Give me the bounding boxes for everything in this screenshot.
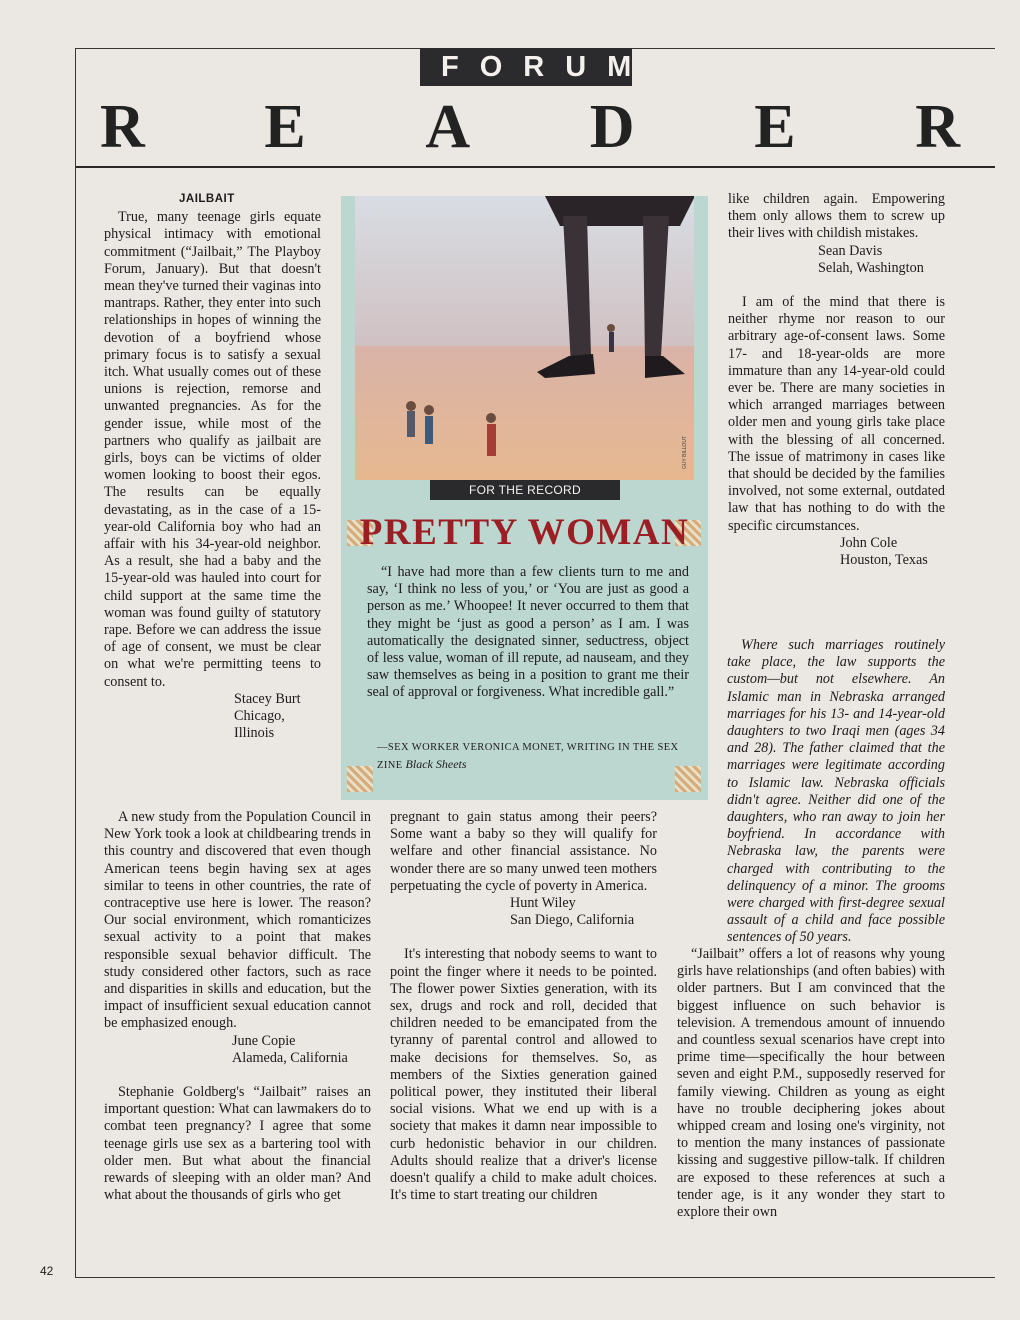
masthead-letter: R (915, 93, 960, 161)
spacer (728, 277, 945, 294)
letter-body: I am of the mind that there is neither rhyme nor reason to our arbitrary age-of-consent laws. Some 17- and 18-year-olds are more immature than any 14-year-old could ever be. There are many societies in which arranged marriages between older men and young girls take place with the blessing of all concerned. The issue of matrimony in cases like that should be decided by the families involved, not some external, outdated law that has nothing to do with the specific circumstances. (728, 294, 945, 534)
masthead-letter: A (425, 93, 471, 161)
sidebar-label-bar: FOR THE RECORD (430, 480, 620, 500)
ornament-icon (675, 766, 701, 792)
letter-body: “Jailbait” offers a lot of reasons why young girls have relationships (and often babies) with older partners. But I am convinced that the biggest influence on such behavior is television. A tremendous amount of innuendo and countless sexual scenarios have crept into prime time—specifically the hour between seven and eight P.M., supposedly reserved for family viewing. Children as young as eight have no trouble deciphering jokes about whipped cream and losing one's virginity, not to mention the many instances of passionate kissing and suggestive pillow-talk. If children are exposed to these references at such a tender age, is it any wonder they start to explore their own (677, 946, 945, 1221)
signature-name: Stacey Burt (234, 690, 301, 707)
sidebar-attribution (377, 739, 689, 774)
masthead-letter: D (589, 93, 635, 161)
masthead-letter: R (100, 93, 145, 161)
section-label-forum: FORUM (420, 48, 632, 86)
sidebar-title: PRETTY WOMAN (359, 512, 690, 553)
frame-bottom-rule (75, 1277, 995, 1278)
letter-column-3-end (677, 946, 945, 1221)
signature-place: Chicago, Illinois (234, 708, 285, 742)
letter-body: It's interesting that nobody seems to want to point the finger where it needs to be pointed. The flower power Sixties generation, with its sex, drugs and rock and roll, decided that children needed to be emancipated from the tyranny of parental control and allowed to make decisions for themselves. So, as members of the Sixties generation gained political power, they instituted their liberal social visions. What we end up with is a society that makes it damn near impossible to curb hedonistic behavior in our children. Adults should realize that a driver's license doesn't qualify a child to make adult choices. It's time to start treating our children (390, 946, 657, 1204)
letter-body: Stephanie Goldberg's “Jailbait” raises an important question: What can lawmakers do to combat teen pregnancy? I agree that some teenage girls use sex as a bartering tool with older men. But what about the financial rewards of sleeping with an older man? And what about the thousands of girls who get (104, 1084, 371, 1204)
publication-name: Black Sheets (405, 757, 467, 771)
letter-column-1-bottom (104, 809, 371, 1204)
letter-column-1-top (104, 191, 321, 743)
frame-left-rule (75, 48, 76, 1278)
signature-place: San Diego, California (510, 912, 635, 929)
editor-response: Where such marriages routinely take place, the law supports the custom—but not elsewhere. An Islamic man in Nebraska arranged marriages for his 13- and 14-year-old daughters to two Iraqi men (ages 34 and 28). The father claimed that the marriages were legitimate according to Islamic law. Nebraska officials didn't agree. Neither did one of the daughters, who ran away to join her boyfriend. In accordance with Nebraska law, the parents were charged with contributing to the delinquency of a minor. The grooms were charged with first-degree sexual assault of a child and face possible sentences of 50 years. (727, 637, 945, 946)
illustration-credit: GUY BILLOUT (682, 436, 688, 469)
letter-body: True, many teenage girls equate physical intimacy with emotional commitment (“Jailbait,” The Playboy Forum, January). But that doesn't mean they've turned their vaginas into mantraps. Rather, they enter into such relationships in hopes of winning the devotion of a boyfriend whose primary focus is to satisfy a sexual itch. What usually comes out of these unions is rejection, remorse and unwanted pregnancies. As for the gender issue, while most of the partners who qualify as jailbait are girls, boys can be victims of older women looking to boost their egos. The results can be equally devastating, as in the case of a 15-year-old California boy who had an affair with his 34-year-old neighbor. As a result, she had a baby and the 15-year-old was hauled into court for child support at the same time the woman was found guilty of statutory rape. Before we can address the issue of age of consent, we must be clear on what we're permitting teens to consent to. (104, 209, 321, 690)
signature-place: Houston, Texas (840, 552, 928, 569)
ornament-icon (347, 766, 373, 792)
masthead-title (100, 92, 960, 162)
section-heading: JAILBAIT (179, 193, 235, 205)
masthead-letter: E (754, 93, 796, 161)
sidebar-quote: “I have had more than a few clients turn to me and say, ‘I think no less of you,’ or ‘You are just as good a person as me.’ Whoopee! It never occurred to them that they might be ‘just as good a person’ as I am. I was automatically the designated sinner, seductress, object of less value, woman of ill repute, ad nauseam, and they saw themselves as being in a position to grant me their seal of approval or forgiveness. What incredible gall.” (367, 564, 689, 701)
letter-column-3-bottom (677, 637, 945, 947)
attribution-text: —SEX WORKER VERONICA MONET, WRITING IN THE SEX ZINE (377, 742, 679, 771)
signature-name: June Copie (232, 1032, 296, 1049)
illustration-giant-schoolgirl (355, 196, 694, 480)
letter-body-continued: like children again. Empowering them only allows them to screw up their lives with childish mistakes. (728, 191, 945, 242)
masthead-rule (76, 166, 995, 168)
signature-name: John Cole (840, 534, 898, 551)
signature-name: Sean Davis (818, 242, 883, 259)
signature-name: Hunt Wiley (510, 895, 576, 912)
spacer (390, 929, 657, 946)
page-number: 42 (40, 1264, 54, 1278)
letter-column-2 (390, 809, 657, 1204)
signature-place: Alameda, California (232, 1049, 348, 1066)
letter-body: A new study from the Population Council in New York took a look at childbearing trends in this country and discovered that even though American teens begin having sex at ages similar to teens in other countries, the rate of contraceptive use here is lower. The reason? Our social environment, which romanticizes sexual activity to a point that makes responsible sexual behavior difficult. The study considered other factors, such as race and disparities in skills and education, but the impact of insufficient sexual education cannot be emphasized enough. (104, 809, 371, 1032)
for-the-record-sidebar (341, 196, 708, 800)
letter-body-continued: pregnant to gain status among their peers? Some want a baby so they will qualify for welfare and other financial assistance. No wonder there are so many unwed teen mothers perpetuating the cycle of poverty in America. (390, 809, 657, 894)
spacer (104, 1067, 371, 1084)
signature-place: Selah, Washington (818, 259, 924, 276)
masthead-letter: E (264, 93, 306, 161)
letter-column-3-top (728, 191, 945, 569)
